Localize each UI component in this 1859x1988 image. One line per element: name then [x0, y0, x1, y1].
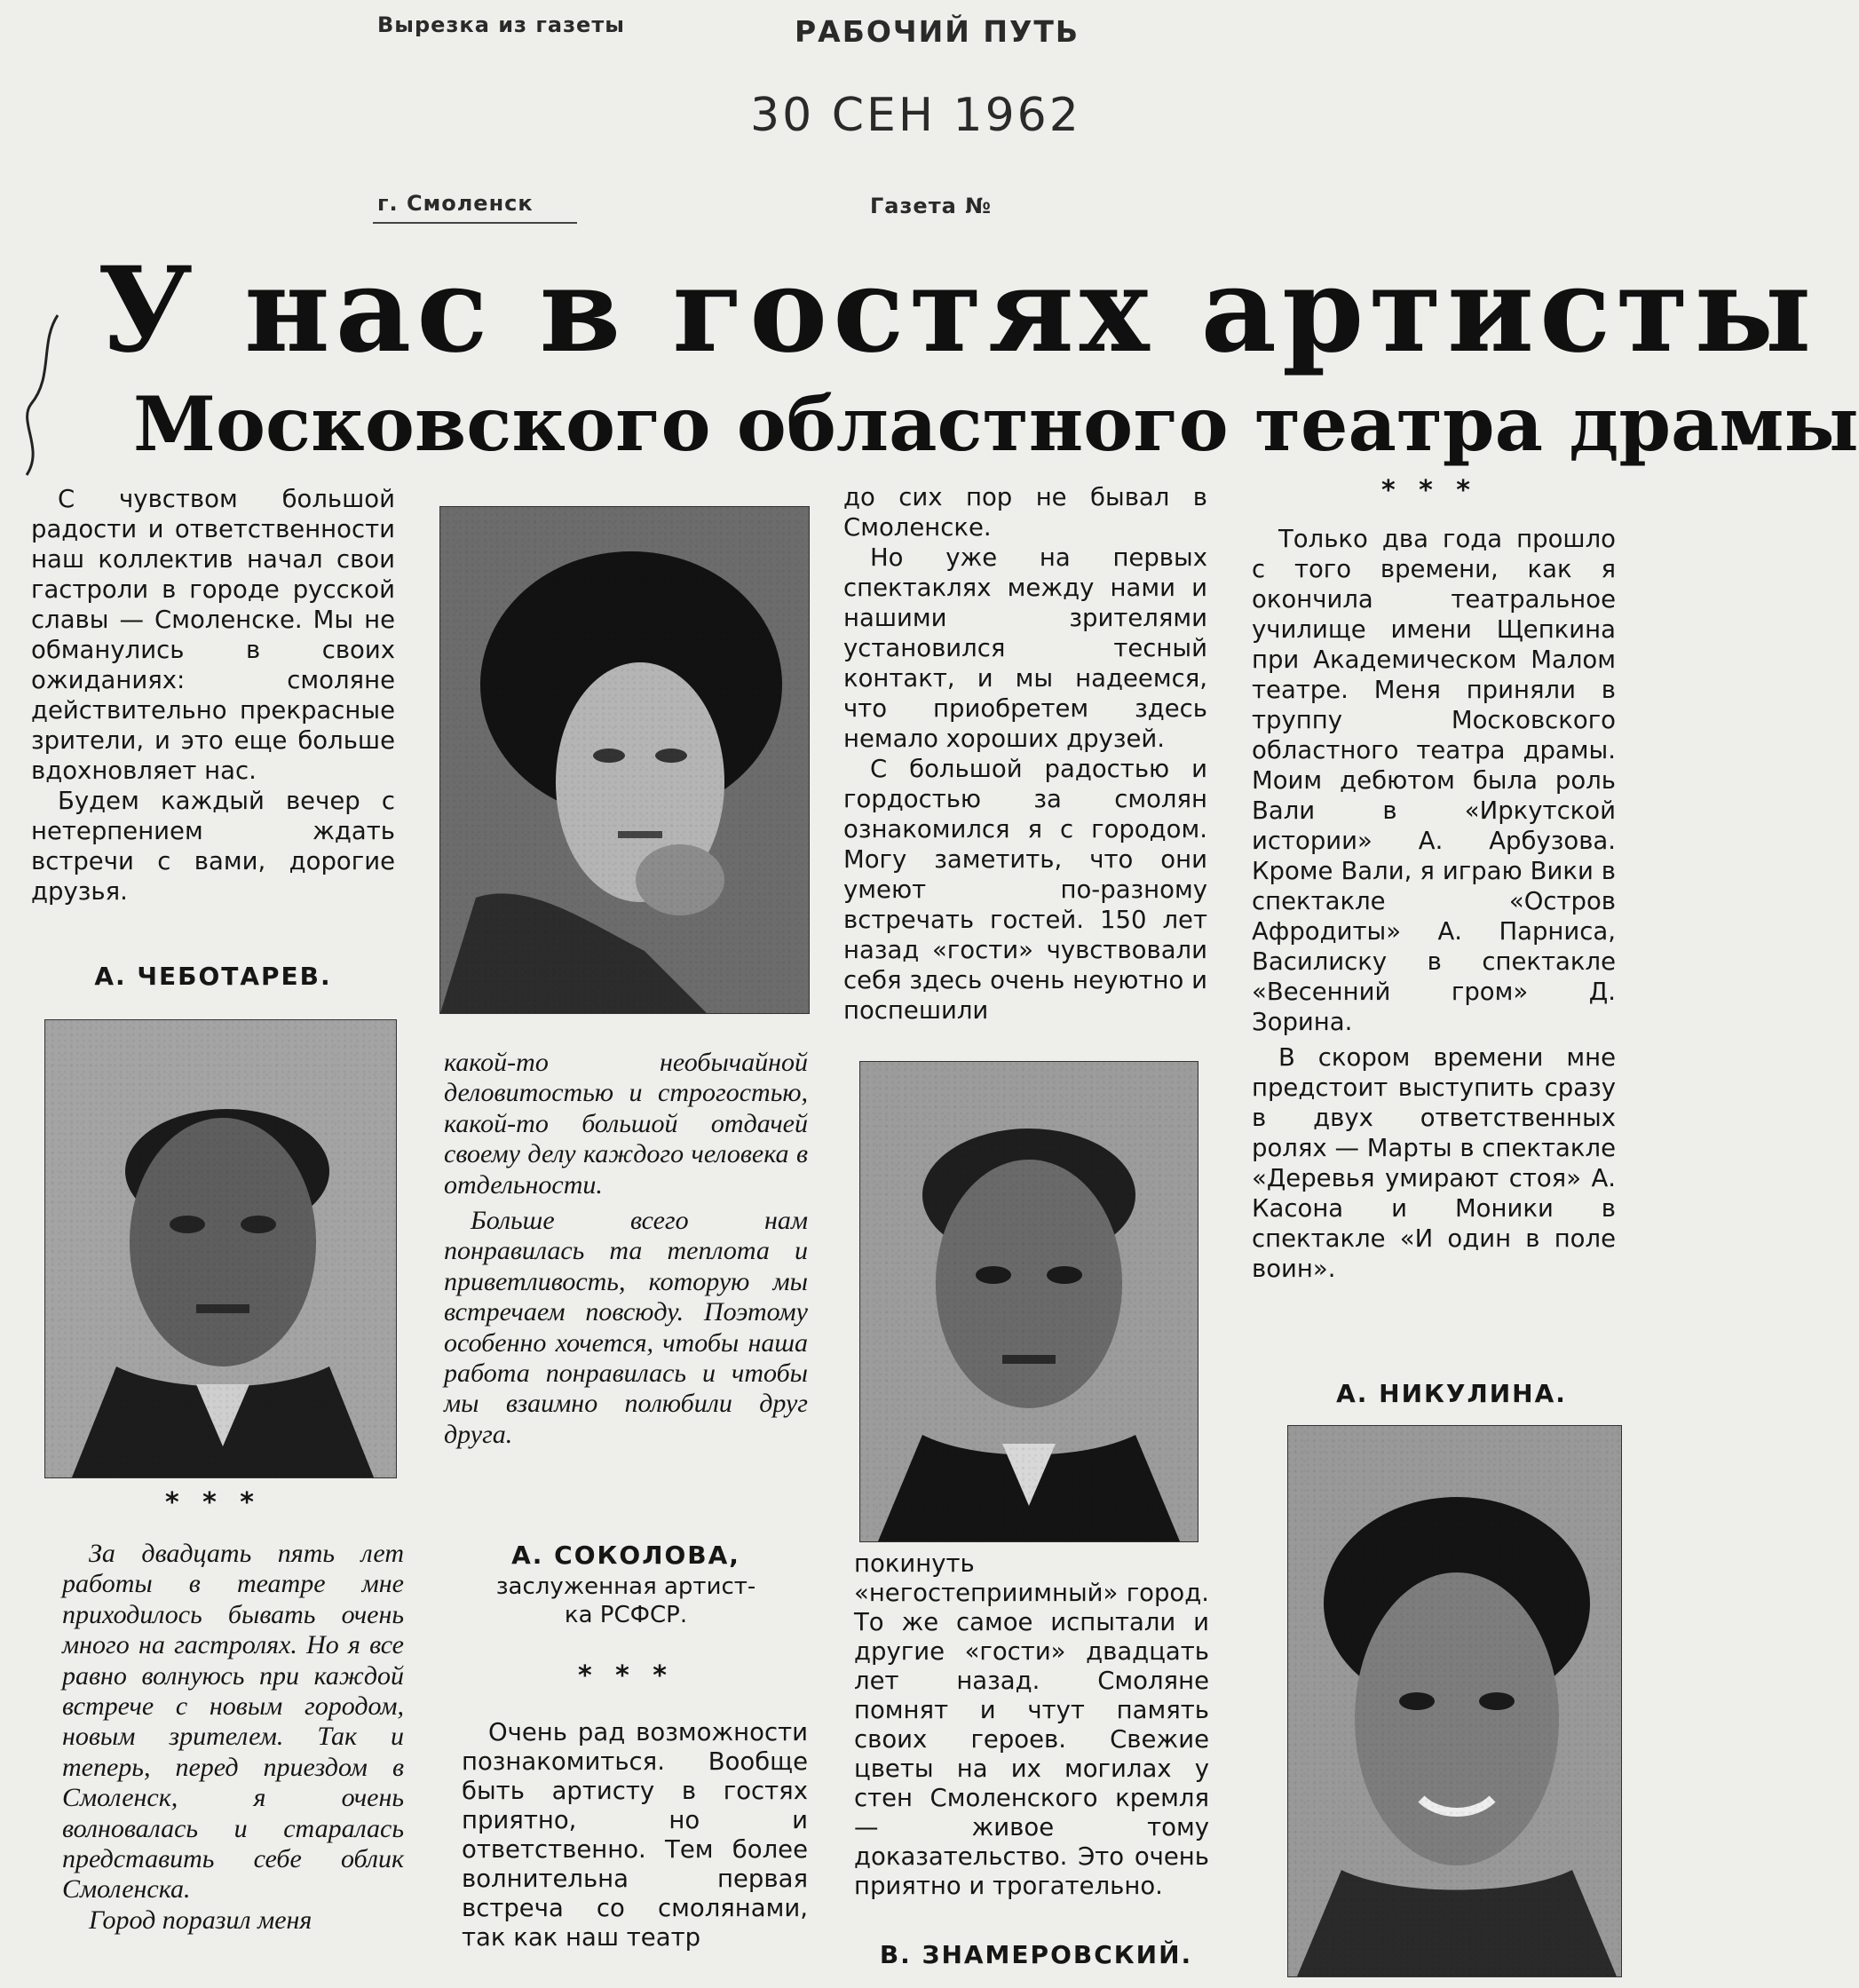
- stamp-underline: [373, 222, 577, 224]
- portrait-man-1-image: [45, 1020, 396, 1477]
- znam-signature: В. ЗНАМЕРОВСКИЙ.: [879, 1940, 1193, 1969]
- stamp-issue-label: Газета №: [870, 194, 993, 218]
- sokolova-text-cont: [444, 1048, 808, 1450]
- cheb-paragraph: С чувством большой радости и ответственности наш коллектив начал свои гастроли в городе русской славы — Смоленске. Мы не обманулись в своих ожиданиях: смоляне действительно прекрасные зрители, и это еще больше вдохновляет нас.: [31, 485, 395, 785]
- znam-text-top: [843, 482, 1207, 1026]
- cheb-text: [31, 484, 395, 907]
- sokolova-paragraph: какой-то необычайной деловитостью и строгостью, какой-то большой отдачей своему делу каждого человека в отдельности.: [444, 1048, 808, 1200]
- headline-line2: Московского областного театра драмы: [133, 380, 1859, 468]
- znam-paragraph: до сих пор не бывал в Смоленске.: [843, 483, 1207, 542]
- photo-sokolova: [439, 506, 810, 1014]
- sokolova-title-line1: заслуженная артист-: [495, 1573, 756, 1600]
- znam-paragraph: С большой радостью и гордостью за смолян ознакомился я с городом. Могу заметить, что они умеют по-разному встречать гостей. 150 лет назад «гости» чувствовали себя здесь очень неуютно и поспешили: [843, 755, 1207, 1025]
- nikulina-paragraph: В скором времени мне предстоит выступить сразу в двух ответственных ролях — Марты в спектакле «Деревья умирают стоя» А. Касона и Моники в спектакле «И один в поле воин».: [1252, 1043, 1616, 1283]
- sokolova-paragraph: За двадцать пять лет работы в театре мне приходилось бывать очень много на гастролях. Но я все равно волнуюсь при каждой встрече с новым городом, новым зрителем. Так и теперь, перед приездом в Смоленск, я очень волновалась и старалась представить себе облик Смоленска.: [62, 1539, 404, 1905]
- clipping-label: Вырезка из газеты: [377, 12, 625, 37]
- znam-paragraph: Но уже на первых спектаклях между нами и нашими зрителями установился тесный контакт, и мы надеемся, что приобретем здесь немало хороших друзей.: [843, 543, 1207, 753]
- cheb-signature: А. ЧЕБОТАРЕВ.: [94, 962, 332, 991]
- sokolova-text-start: [62, 1539, 404, 1936]
- cheb-paragraph: Будем каждый вечер с нетерпением ждать встречи с вами, дорогие друзья.: [31, 787, 395, 906]
- nikulina-paragraph: Только два года прошло с того времени, как я окончила театральное училище имени Щепкина при Академическом Малом театре. Меня приняли в труппу Московского областного театра драмы. Моим дебютом была роль Вали в «Иркутской истории» А. Арбузова. Кроме Вали, я играю Вики в спектакле «Остров Афродиты» А. Парниса, Василиску в спектакле «Весенний гром» Д. Зорина.: [1252, 525, 1616, 1036]
- stamp-date: 30 СЕН 1962: [750, 89, 1081, 142]
- znam-text-cont: [854, 1549, 1209, 1901]
- portrait-woman-2-image: [1288, 1426, 1621, 1976]
- photo-chebotarev: [44, 1019, 397, 1478]
- stars-sokolova: * * *: [165, 1487, 261, 1518]
- photo-nikulina: [1287, 1425, 1622, 1977]
- newspaper-name: РАБОЧИЙ ПУТЬ: [795, 14, 1080, 49]
- portrait-woman-1-image: [440, 507, 809, 1013]
- portrait-man-2-image: [860, 1062, 1198, 1541]
- znam-text-start: [462, 1718, 808, 1952]
- sokolova-paragraph: Город поразил меня: [89, 1905, 312, 1935]
- sokolova-signature: А. СОКОЛОВА,: [511, 1541, 740, 1570]
- stars-nikulina: * * *: [1381, 475, 1477, 506]
- headline-line1: У нас в гостях артисты: [98, 242, 1817, 379]
- sokolova-paragraph: Больше всего нам понравилась та теплота и приветливость, которую мы встречаем повсюду. Поэтому особенно хочется, чтобы наша работа понравилась и чтобы мы взаимно полюбили друг друга.: [444, 1206, 808, 1449]
- nikulina-text: [1252, 524, 1616, 1284]
- stars-znamerovsky: * * *: [578, 1660, 674, 1691]
- znam-paragraph: Очень рад возможности познакомиться. Вообще быть артисту в гостях приятно, но и ответственно. Тем более волнительна первая встреча со смолянами, так как наш театр: [462, 1718, 808, 1952]
- znam-paragraph: покинуть «негостеприимный» город. То же самое испытали и другие «гости» двадцать лет назад. Смоляне помнят и чтут память своих героев. Свежие цветы на их могилах у стен Смоленского кремля — живое тому доказательство. Это очень приятно и трогательно.: [854, 1549, 1209, 1900]
- sokolova-title-line2: ка РСФСР.: [564, 1602, 688, 1628]
- photo-znamerovsky: [859, 1061, 1198, 1542]
- nikulina-signature: А. НИКУЛИНА.: [1336, 1379, 1567, 1408]
- stamp-city: г. Смоленск: [377, 191, 534, 216]
- bracket-mark: [4, 306, 67, 484]
